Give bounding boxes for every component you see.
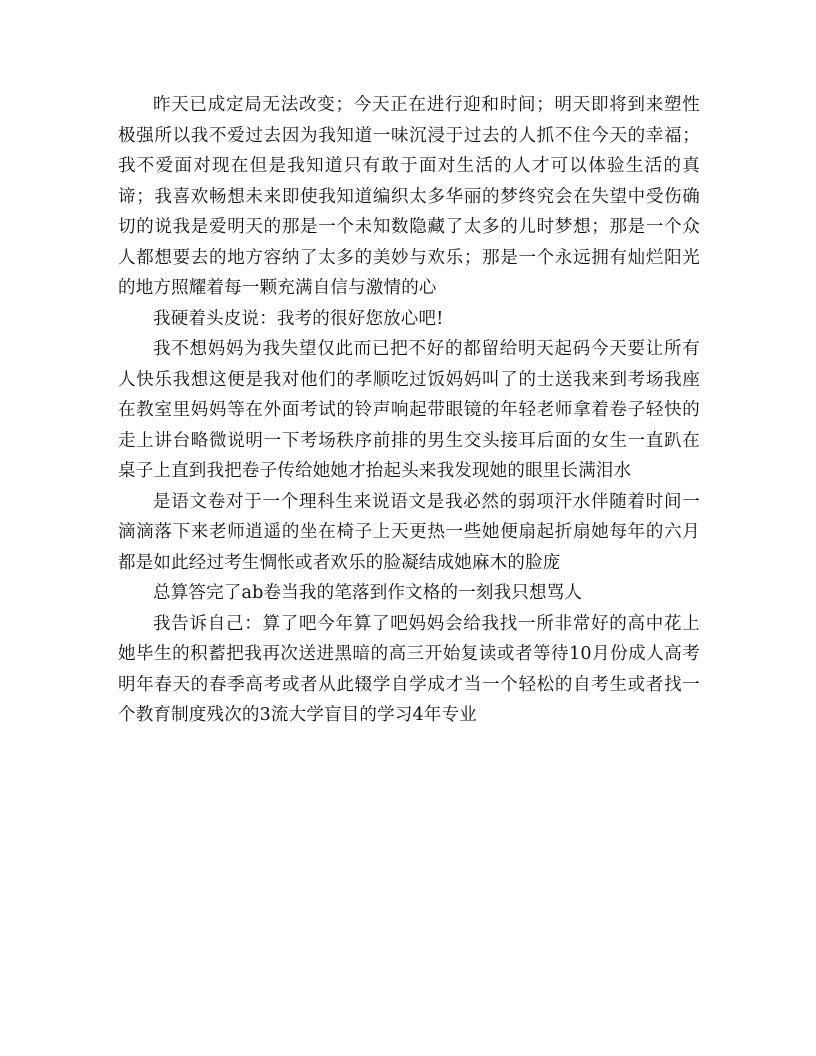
document-body xyxy=(118,90,700,731)
paragraph-1: 昨天已成定局无法改变；今天正在进行迎和时间；明天即将到来塑性极强所以我不爱过去因为我知道一味沉浸于过去的人抓不住今天的幸福；我不爱面对现在但是我知道只有敢于面对生活的人才可以体验生活的真谛；我喜欢畅想未来即使我知道编织太多华丽的梦终究会在失望中受伤确切的说我是爱明天的那是一个未知数隐藏了太多的儿时梦想；那是一个众人都想要去的地方容纳了太多的美妙与欢乐；那是一个永远拥有灿烂阳光的地方照耀着每一颗充满自信与激情的心 xyxy=(118,95,700,298)
paragraph-4: 是语文卷对于一个理科生来说语文是我必然的弱项汗水伴随着时间一滴滴落下来老师逍遥的坐在椅子上天更热一些她便扇起折扇她每年的六月都是如此经过考生惆怅或者欢乐的脸凝结成她麻木的脸庞 xyxy=(118,491,700,573)
paragraph-3: 我不想妈妈为我失望仅此而已把不好的都留给明天起码今天要让所有人快乐我想这便是我对他们的孝顺吃过饭妈妈叫了的士送我来到考场我座在教室里妈妈等在外面考试的铃声响起带眼镜的年轻老师拿着卷子轻快的走上讲台略微说明一下考场秩序前排的男生交头接耳后面的女生一直趴在桌子上直到我把卷子传给她她才抬起头来我发现她的眼里长满泪水 xyxy=(118,339,700,481)
paragraph-6: 我告诉自己：算了吧今年算了吧妈妈会给我找一所非常好的高中花上她毕生的积蓄把我再次送进黑暗的高三开始复读或者等待10月份成人高考明年春天的春季高考或者从此辍学自学成才当一个轻松的自考生或者找一个教育制度残次的3流大学盲目的学习4年专业 xyxy=(118,613,700,725)
paragraph-2: 我硬着头皮说：我考的很好您放心吧! xyxy=(153,308,444,329)
paragraph-5: 总算答完了ab卷当我的笔落到作文格的一刻我只想骂人 xyxy=(153,583,583,603)
